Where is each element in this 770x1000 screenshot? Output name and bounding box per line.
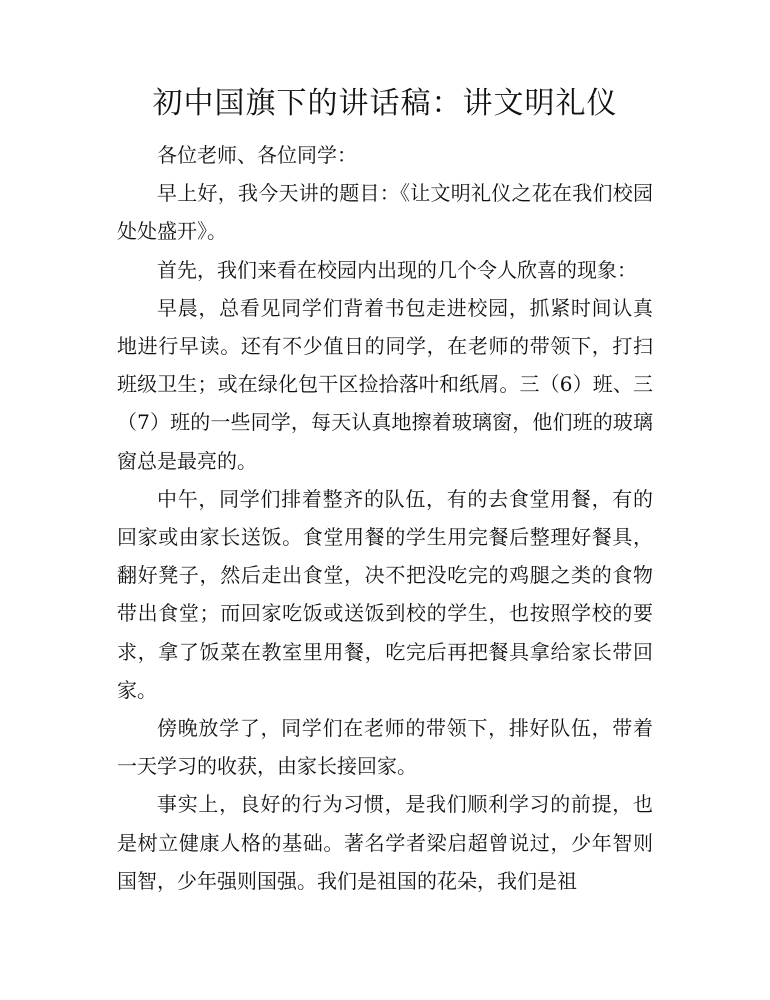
paragraph-habits: 事实上，良好的行为习惯，是我们顺利学习的前提，也是树立健康人格的基础。著名学者梁启超曾说过，少年智则国智，少年强则国强。我们是祖国的花朵，我们是祖 — [117, 792, 653, 893]
paragraph-morning: 早晨，总看见同学们背着书包走进校园，抓紧时间认真地进行早读。还有不少值日的同学，在老师的带领下，打扫班级卫生；或在绿化包干区捡拾落叶和纸屑。三（6）班、三（7）班的一些同学，每天认真地擦着玻璃窗，他们班的玻璃窗总是最亮的。 — [117, 295, 653, 473]
paragraph-noon: 中午，同学们排着整齐的队伍，有的去食堂用餐，有的回家或由家长送饭。食堂用餐的学生用完餐后整理好餐具，翻好凳子，然后走出食堂，决不把没吃完的鸡腿之类的食物带出食堂；而回家吃饭或送饭到校的学生，也按照学校的要求，拿了饭菜在教室里用餐，吃完后再把餐具拿给家长带回家。 — [117, 486, 653, 702]
paragraph-topic: 早上好，我今天讲的题目：《让文明礼仪之花在我们校园处处盛开》。 — [117, 181, 653, 244]
paragraph-greeting: 各位老师、各位同学： — [157, 143, 357, 167]
paragraph-intro: 首先，我们来看在校园内出现的几个令人欣喜的现象： — [157, 257, 637, 282]
paragraph-evening: 傍晚放学了，同学们在老师的带领下，排好队伍，带着一天学习的收获，由家长接回家。 — [117, 716, 653, 779]
document-body — [117, 136, 653, 900]
document-title: 初中国旗下的讲话稿：讲文明礼仪 — [152, 86, 618, 121]
